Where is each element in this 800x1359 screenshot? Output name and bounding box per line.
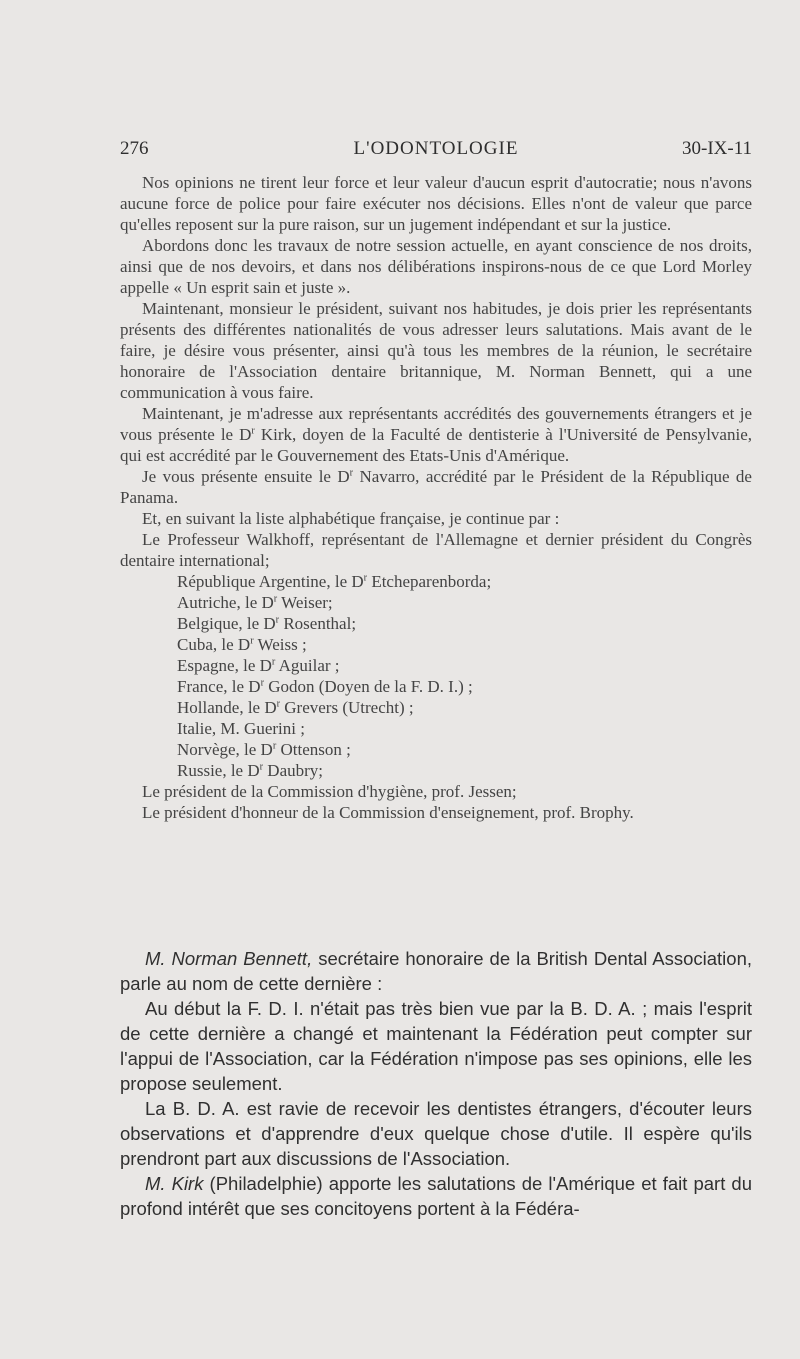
speech-section — [120, 172, 752, 823]
issue-date: 30-IX-11 — [682, 138, 752, 159]
superscript: r — [271, 656, 276, 668]
superscript: r — [260, 677, 264, 689]
paragraph: Je vous présente ensuite le $D^r$ Navarro, accrédité par le Président de la République de Panama. — [120, 467, 752, 507]
superscript: r — [250, 635, 254, 647]
paragraph: Le président de la Commission d'hygiène, prof. Jessen; — [142, 782, 517, 801]
paragraph: Le Professeur Walkhoff, représentant de l'Allemagne et dernier président du Congrès dentaire international; — [120, 530, 752, 570]
paragraph: M. Kirk (Philadelphie) apporte les salutations de l'Amérique et fait part du profond intérêt que ses concitoyens portent à la Fédéra- — [120, 1173, 752, 1219]
superscript: r — [349, 467, 354, 479]
list-item: Espagne, le $D^r$ Aguilar ; — [177, 656, 340, 675]
list-item: Cuba, le $D^r$ Weiss ; — [177, 635, 307, 654]
superscript: r — [275, 614, 280, 626]
paragraph: Abordons donc les travaux de notre session actuelle, en ayant conscience de nos droits, ainsi que de nos devoirs, et dans nos délibérations inspirons-nous de ce que Lord Morley appelle « Un esprit sain et juste ». — [120, 236, 752, 297]
superscript: r — [363, 572, 368, 584]
paragraph: Le président d'honneur de la Commission d'enseignement, prof. Brophy. — [142, 803, 634, 822]
paragraph: Maintenant, monsieur le président, suivant nos habitudes, je dois prier les représentants présents des différentes nationalités de vous adresser leurs salutations. Mais avant de le faire, je désire vous présenter, ainsi qu'à tous les membres de la réunion, le secrétaire honoraire de l'Association dentaire britannique, M. Norman Bennett, qui a une communication à vous faire. — [120, 299, 752, 402]
paragraph: Nos opinions ne tirent leur force et leur valeur d'aucun esprit d'autocratie; nous n'avons aucune force de police pour faire exécuter nos décisions. Elles n'ont de valeur que parce qu'elles reposent sur la pure raison, sur un jugement indépendant et sur la justice. — [120, 173, 752, 234]
superscript: r — [276, 698, 281, 710]
paragraph: M. Norman Bennett, secrétaire honoraire de la British Dental Association, parle au nom de cette dernière : — [120, 948, 752, 994]
speaker-name: M. Kirk — [145, 1173, 204, 1194]
paragraph: La B. D. A. est ravie de recevoir les dentistes étrangers, d'écouter leurs observations et d'apprendre d'eux quelque chose d'utile. Il espère qu'ils prendront part aux discussions de l'Association. — [120, 1098, 752, 1169]
superscript: r — [273, 593, 278, 605]
list-item: Belgique, le $D^r$ Rosenthal; — [177, 614, 357, 633]
list-item: Norvège, le $D^r$ Ottenson ; — [177, 740, 351, 759]
list-item: Russie, le $D^r$ Daubry; — [177, 761, 324, 780]
superscript: r — [272, 740, 277, 752]
journal-title: L'ODONTOLOGIE — [353, 138, 519, 159]
country-list — [120, 571, 752, 781]
paragraph: Au début la F. D. I. n'était pas très bien vue par la B. D. A. ; mais l'esprit de cette dernière a changé et maintenant la Fédération peut compter sur l'appui de l'Association, car la Fédération n'impose pas ses opinions, elle les propose seulement. — [120, 998, 752, 1094]
list-item: Hollande, le $D^r$ Grevers (Utrecht) ; — [177, 698, 414, 717]
paragraph: Maintenant, je m'adresse aux représentants accrédités des gouvernements étrangers et je vous présente le $D^r$ Kirk, doyen de la Faculté de dentisterie à l'Université de Pensylvanie, qui est accrédité par le Gouvernement des Etats-Unis d'Amérique. — [120, 404, 752, 465]
minutes-section — [120, 946, 752, 1221]
list-item: Italie, M. Guerini ; — [177, 719, 305, 738]
list-item: Autriche, le $D^r$ Weiser; — [177, 593, 333, 612]
list-item: République Argentine, le $D^r$ Etcheparenborda; — [177, 572, 492, 591]
page-number: 276 — [120, 138, 149, 159]
superscript: r — [251, 425, 255, 437]
speaker-name: M. Norman Bennett, — [145, 948, 313, 969]
superscript: r — [259, 761, 264, 773]
paragraph: Et, en suivant la liste alphabétique française, je continue par : — [142, 509, 560, 528]
running-header — [120, 130, 752, 164]
list-item: France, le $D^r$ Godon (Doyen de la F. D. I.) ; — [177, 677, 473, 696]
